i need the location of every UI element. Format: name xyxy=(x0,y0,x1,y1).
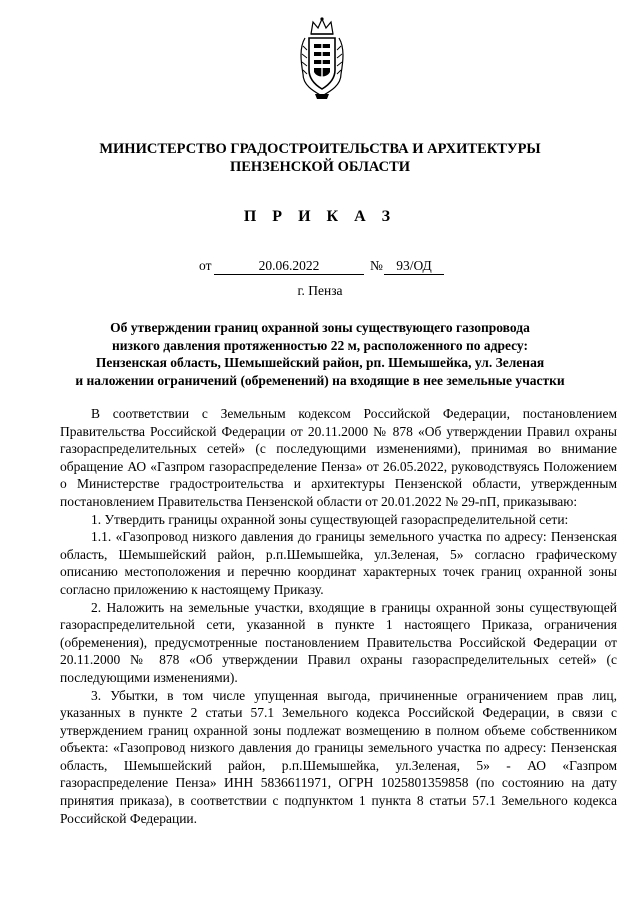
item-1-paragraph: 1. Утвердить границы охранной зоны существующей газораспределительной сети: xyxy=(91,511,569,527)
item-2-paragraph: 2. Наложить на земельные участки, входящие в границы охранной зоны существующей газораспределительной сети, указанной в пункте 1 настоящего Приказа, ограничения (обременения), предусмотренные постановлением Правительства Российской Федерации от 20.11.2000 № 878 «Об утверждении Правил охраны газораспределительных сетей» (с последующими изменениями). xyxy=(60,599,617,685)
ministry-name-line2: ПЕНЗЕНСКОЙ ОБЛАСТИ xyxy=(229,159,411,175)
order-number: 93/ОД xyxy=(384,257,444,275)
number-label: № xyxy=(370,258,383,273)
ministry-name xyxy=(0,140,640,176)
document-type-title: П Р И К А З xyxy=(243,208,397,225)
city-name: г. Пенза xyxy=(297,283,343,298)
order-subject xyxy=(60,319,580,389)
item-1-1-paragraph: 1.1. «Газопровод низкого давления до границы земельного участка по адресу: Пензенская область, Шемышейский район, р.п.Шемышейка, ул.Зеленая, 5» согласно графическому описанию местоположения и перечню координат характерных точек границ охранной зоны согласно приложению к настоящему Приказу. xyxy=(60,529,617,597)
subject-line3: Пензенская область, Шемышейский район, рп. Шемышейка, ул. Зеленая xyxy=(95,355,545,370)
order-body xyxy=(60,405,617,827)
subject-line4: и наложении ограничений (обременений) на входящие в нее земельные участки xyxy=(75,372,565,388)
order-date: 20.06.2022 xyxy=(214,257,364,275)
preamble-paragraph: В соответствии с Земельным кодексом Российской Федерации, постановлением Правительства Российской Федерации от 20.11.2000 № 878 «Об утверждении Правил охраны газораспределительных сетей» (с последующими изменениями), принимая во внимание обращение АО «Газпром газораспределение Пенза» от 26.05.2022, руководствуясь Положением о Министерстве градостроительства и архитектуры Пензенской области, утвержденным постановлением Правительства Пензенской области от 20.01.2022 № 29-пП, приказываю: xyxy=(60,406,617,509)
item-3-paragraph: 3. Убытки, в том числе упущенная выгода, причиненные ограничением прав лиц, указанных в пункте 2 статьи 57.1 Земельного кодекса Российской Федерации, в связи с утверждением границ охранной зоны подлежат возмещению в полном объеме собственником объекта: «Газопровод низкого давления до границы земельного участка по адресу: Пензенская область, Шемышейский район, р.п.Шемышейка, ул.Зеленая, 5» - АО «Газпром газораспределение Пенза» ИНН 5836611971, ОГРН 1025801359858 (по состоянию на дату принятия приказа), в соответствии с подпунктом 1 пункта 8 статьи 57.1 Земельного кодекса Российской Федерации. xyxy=(60,687,617,826)
ministry-name-line1: МИНИСТЕРСТВО ГРАДОСТРОИТЕЛЬСТВА И АРХИТЕКТУРЫ xyxy=(99,141,541,157)
subject-line1: Об утверждении границ охранной зоны существующего газопровода xyxy=(110,320,530,335)
date-label: от xyxy=(199,258,212,273)
subject-line2: низкого давления протяженностью 22 м, расположенного по адресу: xyxy=(112,337,528,353)
penza-region-coat-of-arms-icon xyxy=(297,16,347,100)
